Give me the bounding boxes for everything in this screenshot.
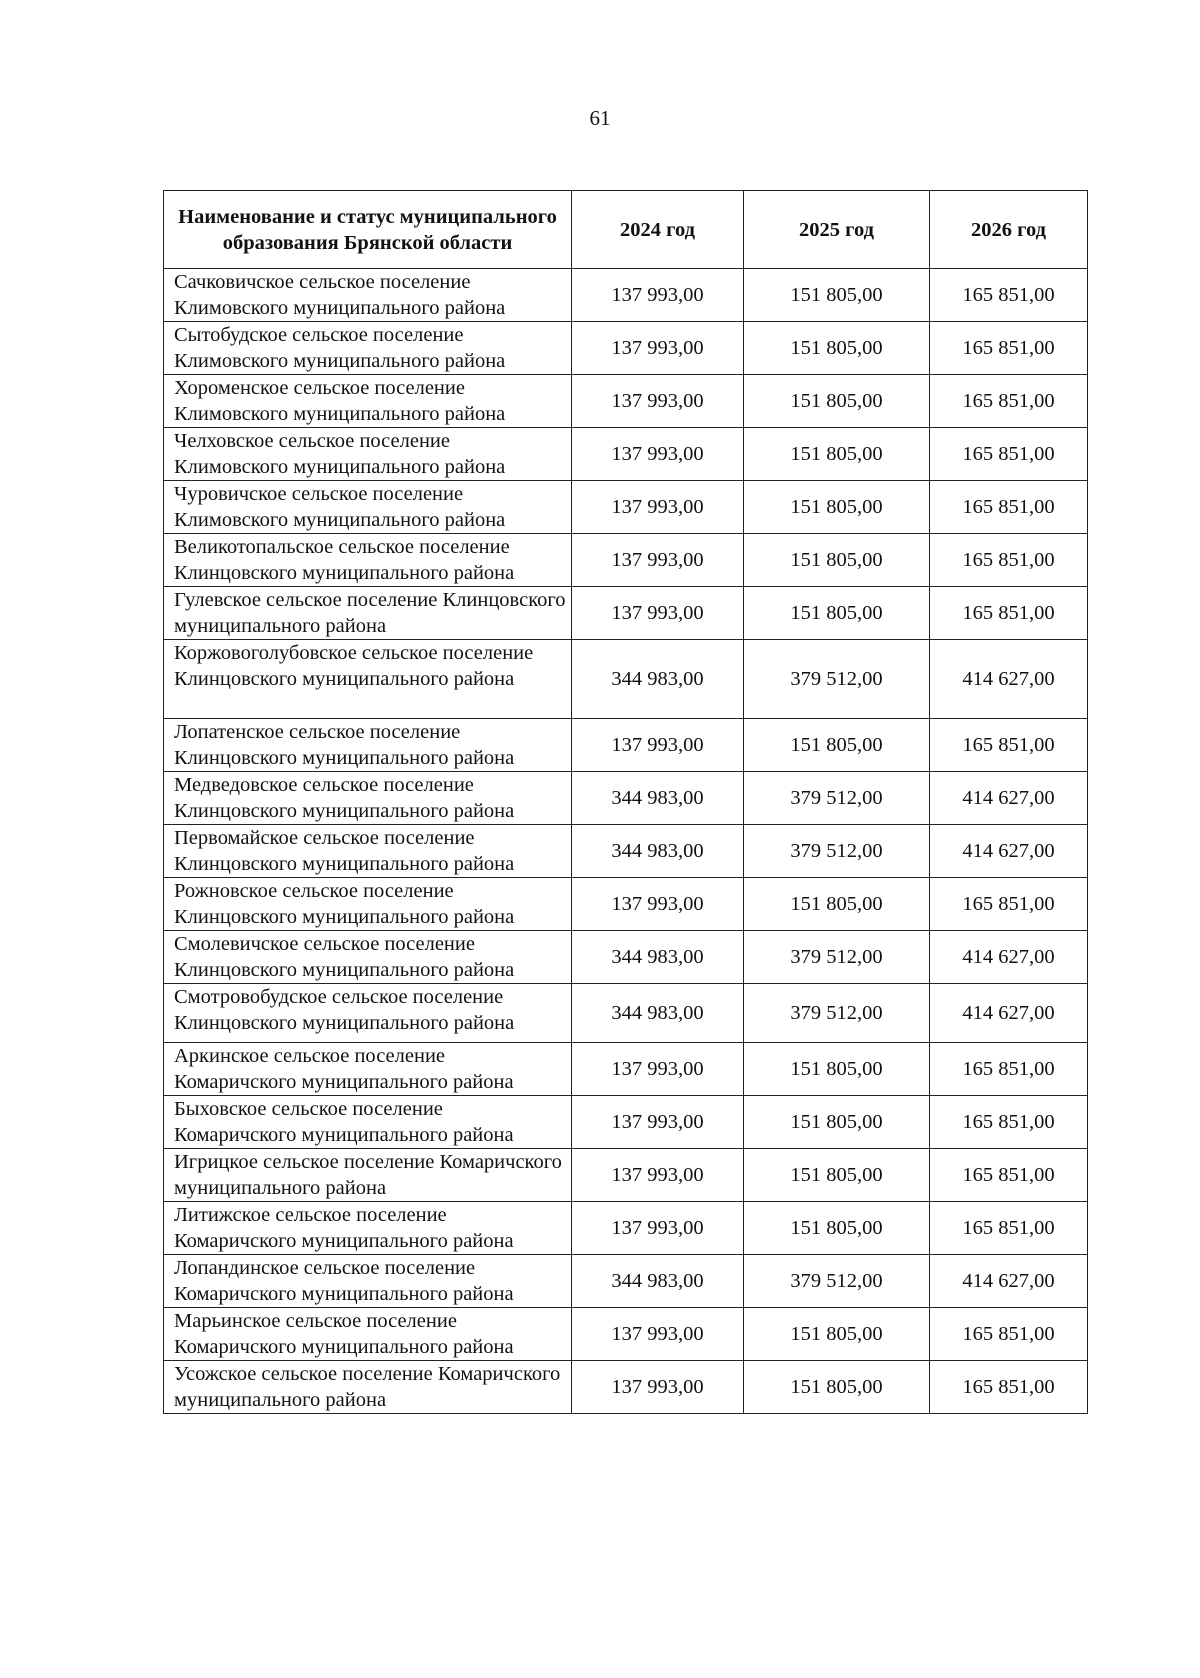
table-row bbox=[164, 534, 1088, 587]
value-2026: 414 627,00 bbox=[930, 984, 1088, 1043]
value-2026: 165 851,00 bbox=[930, 322, 1088, 375]
value-2024: 344 983,00 bbox=[572, 640, 744, 719]
table-row bbox=[164, 640, 1088, 719]
value-2025: 151 805,00 bbox=[744, 481, 930, 534]
value-2024: 344 983,00 bbox=[572, 984, 744, 1043]
header-2026: 2026 год bbox=[930, 191, 1088, 269]
table-row bbox=[164, 1308, 1088, 1361]
value-2025: 151 805,00 bbox=[744, 1149, 930, 1202]
municipality-name: Лопатенское сельское поселение Клинцовского муниципального района bbox=[164, 719, 572, 772]
table-row bbox=[164, 1149, 1088, 1202]
header-row bbox=[164, 191, 1088, 269]
value-2025: 379 512,00 bbox=[744, 640, 930, 719]
value-2025: 151 805,00 bbox=[744, 1308, 930, 1361]
value-2025: 151 805,00 bbox=[744, 1096, 930, 1149]
value-2024: 137 993,00 bbox=[572, 1149, 744, 1202]
value-2026: 165 851,00 bbox=[930, 1096, 1088, 1149]
value-2026: 414 627,00 bbox=[930, 1255, 1088, 1308]
value-2024: 137 993,00 bbox=[572, 428, 744, 481]
municipality-name: Марьинское сельское поселение Комаричского муниципального района bbox=[164, 1308, 572, 1361]
value-2026: 414 627,00 bbox=[930, 640, 1088, 719]
municipality-name: Медведовское сельское поселение Клинцовского муниципального района bbox=[164, 772, 572, 825]
value-2026: 165 851,00 bbox=[930, 878, 1088, 931]
value-2024: 137 993,00 bbox=[572, 322, 744, 375]
table-row bbox=[164, 878, 1088, 931]
header-2025: 2025 год bbox=[744, 191, 930, 269]
value-2024: 344 983,00 bbox=[572, 825, 744, 878]
value-2024: 137 993,00 bbox=[572, 1043, 744, 1096]
value-2025: 151 805,00 bbox=[744, 719, 930, 772]
value-2025: 151 805,00 bbox=[744, 269, 930, 322]
table-header bbox=[164, 191, 1088, 269]
table-row bbox=[164, 825, 1088, 878]
value-2026: 165 851,00 bbox=[930, 1202, 1088, 1255]
value-2026: 165 851,00 bbox=[930, 1149, 1088, 1202]
value-2026: 165 851,00 bbox=[930, 269, 1088, 322]
value-2025: 379 512,00 bbox=[744, 772, 930, 825]
municipality-name: Смотровобудское сельское поселение Клинцовского муниципального района bbox=[164, 984, 572, 1043]
value-2026: 414 627,00 bbox=[930, 931, 1088, 984]
value-2024: 344 983,00 bbox=[572, 931, 744, 984]
municipality-name: Коржовоголубовское сельское поселение Клинцовского муниципального района bbox=[164, 640, 572, 719]
value-2025: 379 512,00 bbox=[744, 1255, 930, 1308]
value-2024: 137 993,00 bbox=[572, 1308, 744, 1361]
value-2024: 137 993,00 bbox=[572, 375, 744, 428]
table-body bbox=[164, 269, 1088, 1414]
value-2025: 379 512,00 bbox=[744, 825, 930, 878]
municipality-name: Великотопальское сельское поселение Клинцовского муниципального района bbox=[164, 534, 572, 587]
table-row bbox=[164, 322, 1088, 375]
value-2024: 137 993,00 bbox=[572, 1096, 744, 1149]
value-2026: 165 851,00 bbox=[930, 428, 1088, 481]
value-2026: 165 851,00 bbox=[930, 719, 1088, 772]
municipality-name: Сытобудское сельское поселение Климовского муниципального района bbox=[164, 322, 572, 375]
value-2025: 151 805,00 bbox=[744, 1043, 930, 1096]
table-row bbox=[164, 1255, 1088, 1308]
value-2026: 414 627,00 bbox=[930, 825, 1088, 878]
value-2025: 151 805,00 bbox=[744, 878, 930, 931]
value-2026: 165 851,00 bbox=[930, 587, 1088, 640]
municipality-name: Челховское сельское поселение Климовского муниципального района bbox=[164, 428, 572, 481]
header-municipality: Наименование и статус муниципального образования Брянской области bbox=[164, 191, 572, 269]
table-row bbox=[164, 772, 1088, 825]
value-2024: 137 993,00 bbox=[572, 1361, 744, 1414]
value-2026: 414 627,00 bbox=[930, 772, 1088, 825]
value-2024: 344 983,00 bbox=[572, 1255, 744, 1308]
value-2024: 137 993,00 bbox=[572, 878, 744, 931]
value-2026: 165 851,00 bbox=[930, 534, 1088, 587]
table-row bbox=[164, 428, 1088, 481]
value-2024: 137 993,00 bbox=[572, 481, 744, 534]
value-2025: 151 805,00 bbox=[744, 587, 930, 640]
value-2024: 137 993,00 bbox=[572, 534, 744, 587]
municipality-name: Аркинское сельское поселение Комаричского муниципального района bbox=[164, 1043, 572, 1096]
municipality-name: Хороменское сельское поселение Климовского муниципального района bbox=[164, 375, 572, 428]
value-2024: 137 993,00 bbox=[572, 719, 744, 772]
table-row bbox=[164, 587, 1088, 640]
table-row bbox=[164, 269, 1088, 322]
value-2025: 151 805,00 bbox=[744, 375, 930, 428]
table-row bbox=[164, 1202, 1088, 1255]
value-2025: 379 512,00 bbox=[744, 931, 930, 984]
table-row bbox=[164, 481, 1088, 534]
table-row bbox=[164, 1043, 1088, 1096]
table-row bbox=[164, 375, 1088, 428]
value-2024: 137 993,00 bbox=[572, 1202, 744, 1255]
value-2024: 137 993,00 bbox=[572, 587, 744, 640]
value-2026: 165 851,00 bbox=[930, 481, 1088, 534]
page-number: 61 bbox=[589, 106, 611, 130]
table-row bbox=[164, 1096, 1088, 1149]
value-2025: 151 805,00 bbox=[744, 428, 930, 481]
value-2024: 137 993,00 bbox=[572, 269, 744, 322]
municipality-name: Литижское сельское поселение Комаричского муниципального района bbox=[164, 1202, 572, 1255]
municipality-name: Сачковичское сельское поселение Климовского муниципального района bbox=[164, 269, 572, 322]
header-2024: 2024 год bbox=[572, 191, 744, 269]
municipality-name: Смолевичское сельское поселение Клинцовского муниципального района bbox=[164, 931, 572, 984]
budget-table bbox=[163, 190, 1088, 1414]
value-2025: 151 805,00 bbox=[744, 1202, 930, 1255]
value-2025: 151 805,00 bbox=[744, 534, 930, 587]
municipality-name: Усожское сельское поселение Комаричского муниципального района bbox=[164, 1361, 572, 1414]
table-row bbox=[164, 931, 1088, 984]
value-2024: 344 983,00 bbox=[572, 772, 744, 825]
value-2025: 151 805,00 bbox=[744, 322, 930, 375]
municipality-name: Рожновское сельское поселение Клинцовского муниципального района bbox=[164, 878, 572, 931]
municipality-name: Быховское сельское поселение Комаричского муниципального района bbox=[164, 1096, 572, 1149]
value-2026: 165 851,00 bbox=[930, 1361, 1088, 1414]
municipality-name: Гулевское сельское поселение Клинцовского муниципального района bbox=[164, 587, 572, 640]
table-row bbox=[164, 1361, 1088, 1414]
value-2025: 151 805,00 bbox=[744, 1361, 930, 1414]
municipality-name: Первомайское сельское поселение Клинцовского муниципального района bbox=[164, 825, 572, 878]
table-row bbox=[164, 984, 1088, 1043]
value-2025: 379 512,00 bbox=[744, 984, 930, 1043]
table-row bbox=[164, 719, 1088, 772]
municipality-name: Игрицкое сельское поселение Комаричского муниципального района bbox=[164, 1149, 572, 1202]
municipality-name: Лопандинское сельское поселение Комаричского муниципального района bbox=[164, 1255, 572, 1308]
value-2026: 165 851,00 bbox=[930, 1308, 1088, 1361]
value-2026: 165 851,00 bbox=[930, 375, 1088, 428]
municipality-name: Чуровичское сельское поселение Климовского муниципального района bbox=[164, 481, 572, 534]
value-2026: 165 851,00 bbox=[930, 1043, 1088, 1096]
